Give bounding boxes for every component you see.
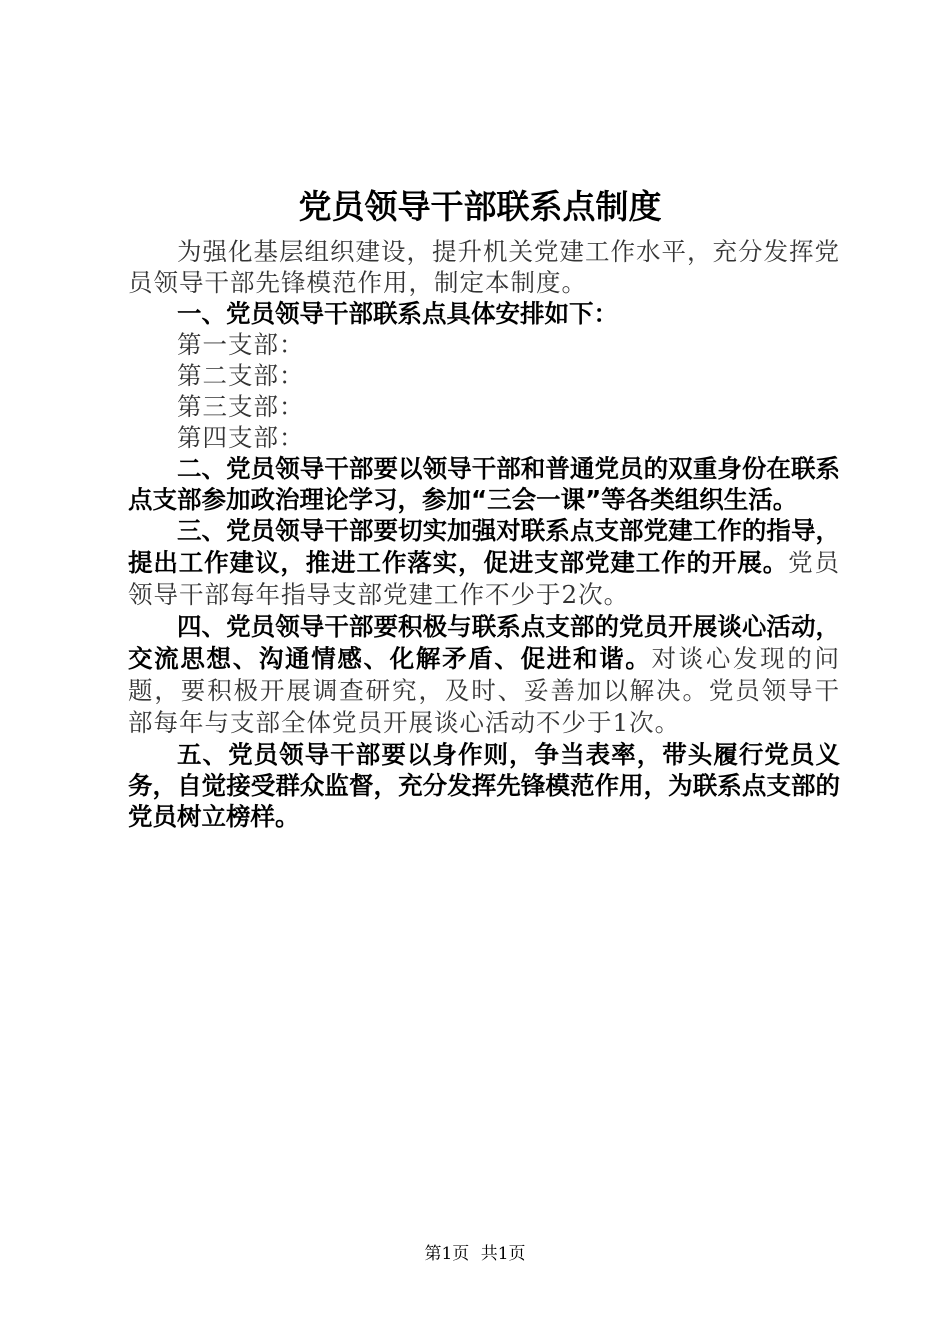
section-5-paragraph: 五、党员领导干部要以身作则，争当表率，带头履行党员义务，自觉接受群众监督，充分发挥先锋模范作用，为联系点支部的党员树立榜样。 — [128, 740, 840, 831]
section-3-paragraph — [128, 515, 840, 611]
page-footer — [0, 1242, 950, 1266]
section-4-light-text: 对谈心发现的问题，要积极开展调查研究，及时、妥善加以解决。党员领导干部每年与支部全体党员开展谈心活动不少于1次。 — [128, 644, 841, 737]
page-total: 共1页 — [480, 1244, 526, 1264]
section-3-light-text: 党员领导干部每年指导支部党建工作不少于2次。 — [128, 548, 840, 609]
section-4-paragraph — [128, 611, 840, 739]
page-number: 第1页 — [424, 1244, 470, 1264]
branch-3: 第三支部： — [177, 392, 305, 421]
branch-4: 第四支部： — [177, 423, 305, 452]
section-3-bold-text: 三、党员领导干部要切实加强对联系点支部党建工作的指导，提出工作建议，推进工作落实，促进支部党建工作的开展。 — [128, 516, 840, 577]
section-1-heading: 一、党员领导干部联系点具体安排如下： — [177, 299, 618, 328]
document-title: 党员领导干部联系点制度 — [298, 187, 662, 226]
document-body — [128, 236, 840, 832]
intro-paragraph: 为强化基层组织建设，提升机关党建工作水平，充分发挥党员领导干部先锋模范作用，制定本制度。 — [128, 237, 840, 297]
branch-1: 第一支部： — [177, 330, 305, 359]
branch-2: 第二支部： — [177, 361, 305, 390]
section-4-bold-text: 四、党员领导干部要积极与联系点支部的党员开展谈心活动，交流思想、沟通情感、化解矛盾、促进和谐。 — [128, 612, 840, 673]
section-2-paragraph: 二、党员领导干部要以领导干部和普通党员的双重身份在联系点支部参加政治理论学习，参加“三会一课”等各类组织生活。 — [128, 454, 840, 514]
